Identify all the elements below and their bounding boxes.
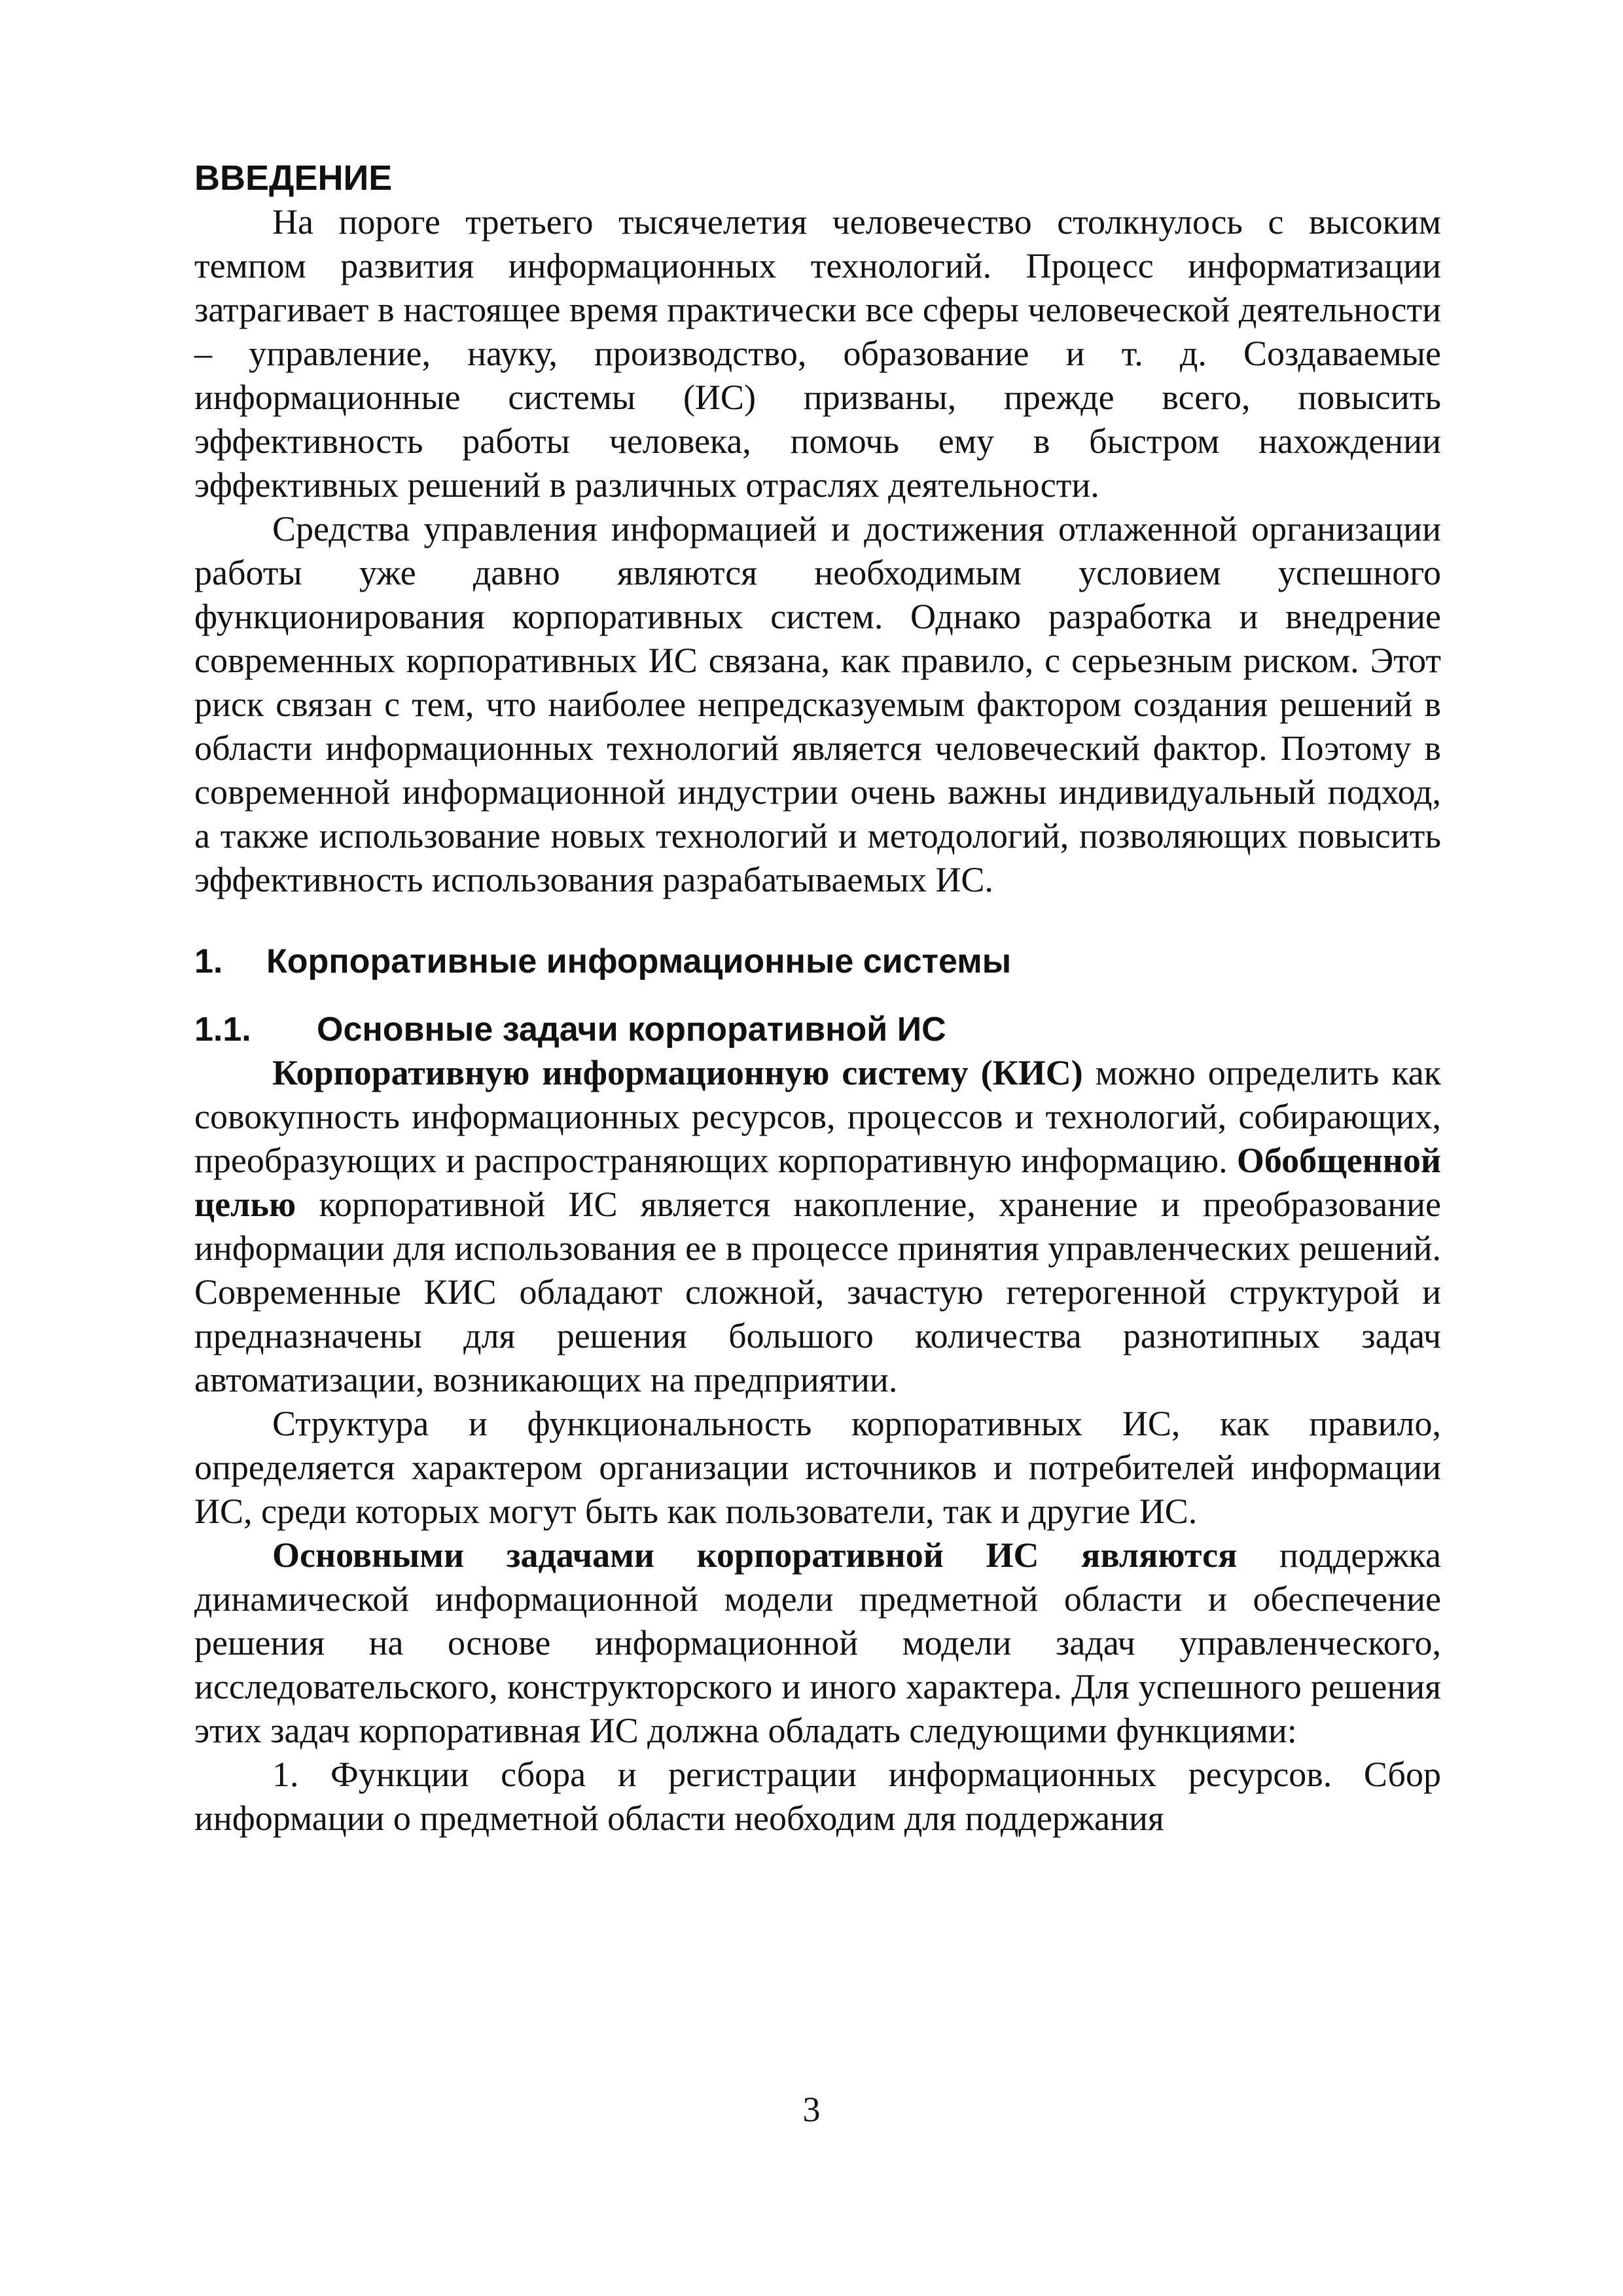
section-1-number: 1. <box>194 942 223 980</box>
main-tasks-paragraph <box>194 1534 1441 1753</box>
section-1-heading <box>194 940 1441 983</box>
main-tasks-term: Основными задачами корпоративной ИС являются <box>272 1535 1238 1575</box>
page-number: 3 <box>802 2090 821 2129</box>
section-1-title: Корпоративные информационные системы <box>266 942 1012 980</box>
main-tasks-text: поддержка динамической информационной модели предметной области и обеспечение решения на основе информационной модели задач управленческого, исследовательского, конструкторского и иного характера. Для успешного решения этих задач корпоративная ИС должна обладать следующими функциями: <box>194 1535 1441 1750</box>
page-content <box>194 156 1441 1840</box>
kis-definition-text-1: можно определить как совокупность информационных ресурсов, процессов и технологий, собирающих, преобразующих и распространяющих корпоративную информацию. <box>194 1053 1441 1180</box>
section-1-1-heading <box>194 1008 1441 1051</box>
kis-definition-text-2: корпоративной ИС является накопление, хранение и преобразование информации для использования ее в процессе принятия управленческих решений. Современные КИС обладают сложной, зачастую гетерогенной структурой и предназначены для решения большого количества разнотипных задач автоматизации, возникающих на предприятии. <box>194 1185 1441 1399</box>
kis-definition-paragraph <box>194 1051 1441 1402</box>
section-1-1-number: 1.1. <box>194 1011 251 1049</box>
section-1-1-title: Основные задачи корпоративной ИС <box>317 1011 946 1049</box>
structure-paragraph: Структура и функциональность корпоративных ИС, как правило, определяется характером организации источников и потребителей информации ИС, среди которых могут быть как пользователи, так и другие ИС. <box>194 1404 1441 1531</box>
function-1-paragraph: 1. Функции сбора и регистрации информационных ресурсов. Сбор информации о предметной области необходим для поддержания <box>194 1755 1441 1838</box>
introduction-heading: ВВЕДЕНИЕ <box>194 158 393 198</box>
intro-paragraph-2: Средства управления информацией и достижения отлаженной организации работы уже давно являются необходимым условием успешного функционирования корпоративных систем. Однако разработка и внедрение современных корпоративных ИС связана, как правило, с серьезным риском. Этот риск связан с тем, что наиболее непредсказуемым фактором создания решений в области информационных технологий является человеческий фактор. Поэтому в современной информационной индустрии очень важны индивидуальный подход, а также использование новых технологий и методологий, позволяющих повысить эффективность использования разрабатываемых ИС. <box>194 509 1441 899</box>
general-goal-term: Обобщенной целью <box>194 1141 1441 1224</box>
kis-term: Корпоративную информационную систему (КИС) <box>272 1053 1083 1092</box>
intro-paragraph-1: На пороге третьего тысячелетия человечество столкнулось с высоким темпом развития информационных технологий. Процесс информатизации затрагивает в настоящее время практически все сферы человеческой деятельности – управление, науку, производство, образование и т. д. Создаваемые информационные системы (ИС) призваны, прежде всего, повысить эффективность работы человека, помочь ему в быстром нахождении эффективных решений в различных отраслях деятельности. <box>194 202 1441 505</box>
